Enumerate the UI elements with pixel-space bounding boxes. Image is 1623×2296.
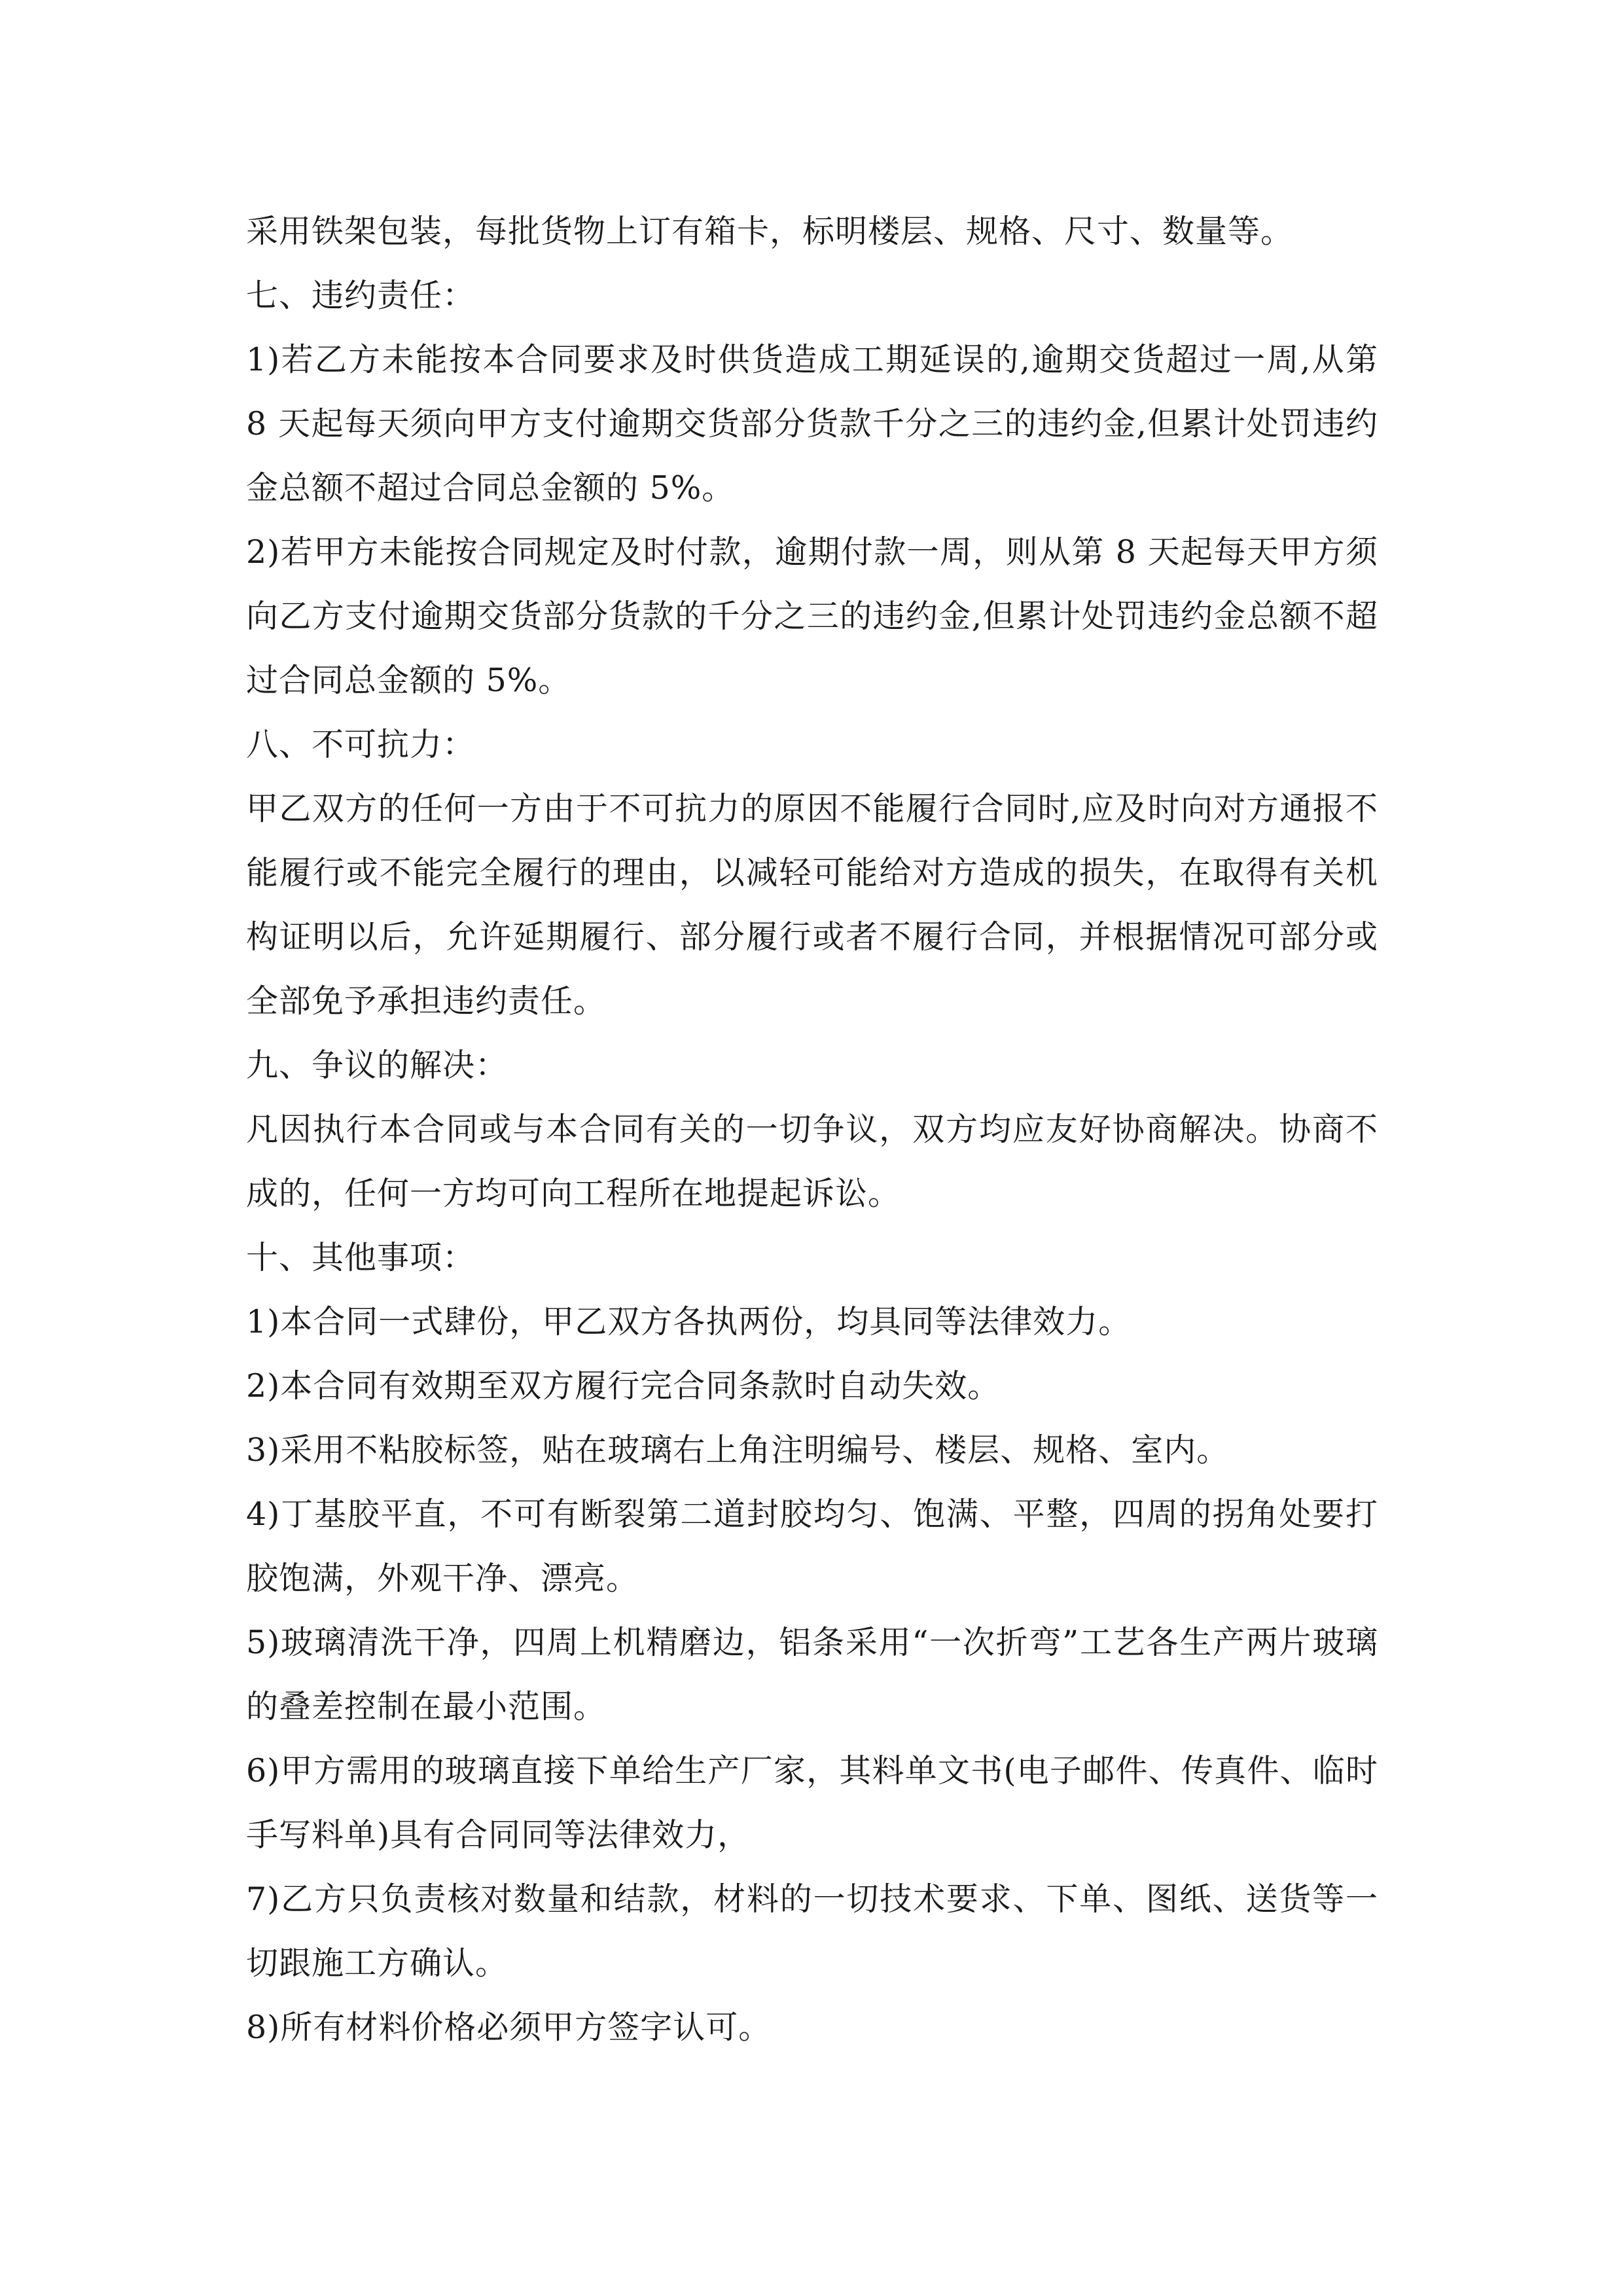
list-item-copies: 1)本合同一式肆份，甲乙双方各执两份，均具同等法律效力。 bbox=[246, 1303, 1132, 1340]
list-item-glass-cleaning: 5)玻璃清洗干净，四周上机精磨边，铝条采用“一次折弯”工艺各生产两片玻璃的叠差控制在最小范围。 bbox=[246, 1624, 1378, 1725]
paragraph-force-majeure: 甲乙双方的任何一方由于不可抗力的原因不能履行合同时,应及时向对方通报不能履行或不能完全履行的理由，以减轻可能给对方造成的损失，在取得有关机构证明以后，允许延期履行、部分履行或者不履行合同，并根据情况可部分或全部免予承担违约责任。 bbox=[246, 790, 1378, 1020]
paragraph-dispute-resolution: 凡因执行本合同或与本合同有关的一切争议，双方均应友好协商解决。协商不成的，任何一方均可向工程所在地提起诉讼。 bbox=[246, 1111, 1378, 1212]
paragraph-breach-party-a: 2)若甲方未能按合同规定及时付款，逾期付款一周，则从第 8 天起每天甲方须向乙方支付逾期交货部分货款的千分之三的违约金,但累计处罚违约金总额不超过合同总金额的 5%。 bbox=[246, 533, 1378, 699]
list-item-validity: 2)本合同有效期至双方履行完合同条款时自动失效。 bbox=[246, 1367, 1001, 1405]
heading-breach-liability: 七、违约责任： bbox=[246, 277, 476, 314]
list-item-labels: 3)采用不粘胶标签，贴在玻璃右上角注明编号、楼层、规格、室内。 bbox=[246, 1431, 1230, 1469]
list-item-ordering: 6)甲方需用的玻璃直接下单给生产厂家，其料单文书(电子邮件、传真件、临时手写料单)具有合同同等法律效力， bbox=[246, 1752, 1378, 1854]
list-item-price-approval: 8)所有材料价格必须甲方签字认可。 bbox=[246, 2009, 772, 2046]
paragraph-breach-party-b: 1)若乙方未能按本合同要求及时供货造成工期延误的,逾期交货超过一周,从第 8 天起每天须向甲方支付逾期交货部分货款千分之三的违约金,但累计处罚违约金总额不超过合同总金额的 5%。 bbox=[246, 341, 1378, 507]
heading-other-matters: 十、其他事项： bbox=[246, 1239, 476, 1276]
paragraph-packaging: 采用铁架包装，每批货物上订有箱卡，标明楼层、规格、尺寸、数量等。 bbox=[246, 213, 1294, 250]
list-item-party-b-duties: 7)乙方只负责核对数量和结款，材料的一切技术要求、下单、图纸、送货等一切跟施工方确认。 bbox=[246, 1880, 1378, 1982]
list-item-butyl-sealant: 4)丁基胶平直，不可有断裂第二道封胶均匀、饱满、平整，四周的拐角处要打胶饱满，外观干净、漂亮。 bbox=[246, 1496, 1378, 1597]
heading-force-majeure: 八、不可抗力： bbox=[246, 726, 476, 763]
heading-dispute-resolution: 九、争议的解决： bbox=[246, 1047, 508, 1084]
document-body bbox=[246, 200, 1378, 2060]
